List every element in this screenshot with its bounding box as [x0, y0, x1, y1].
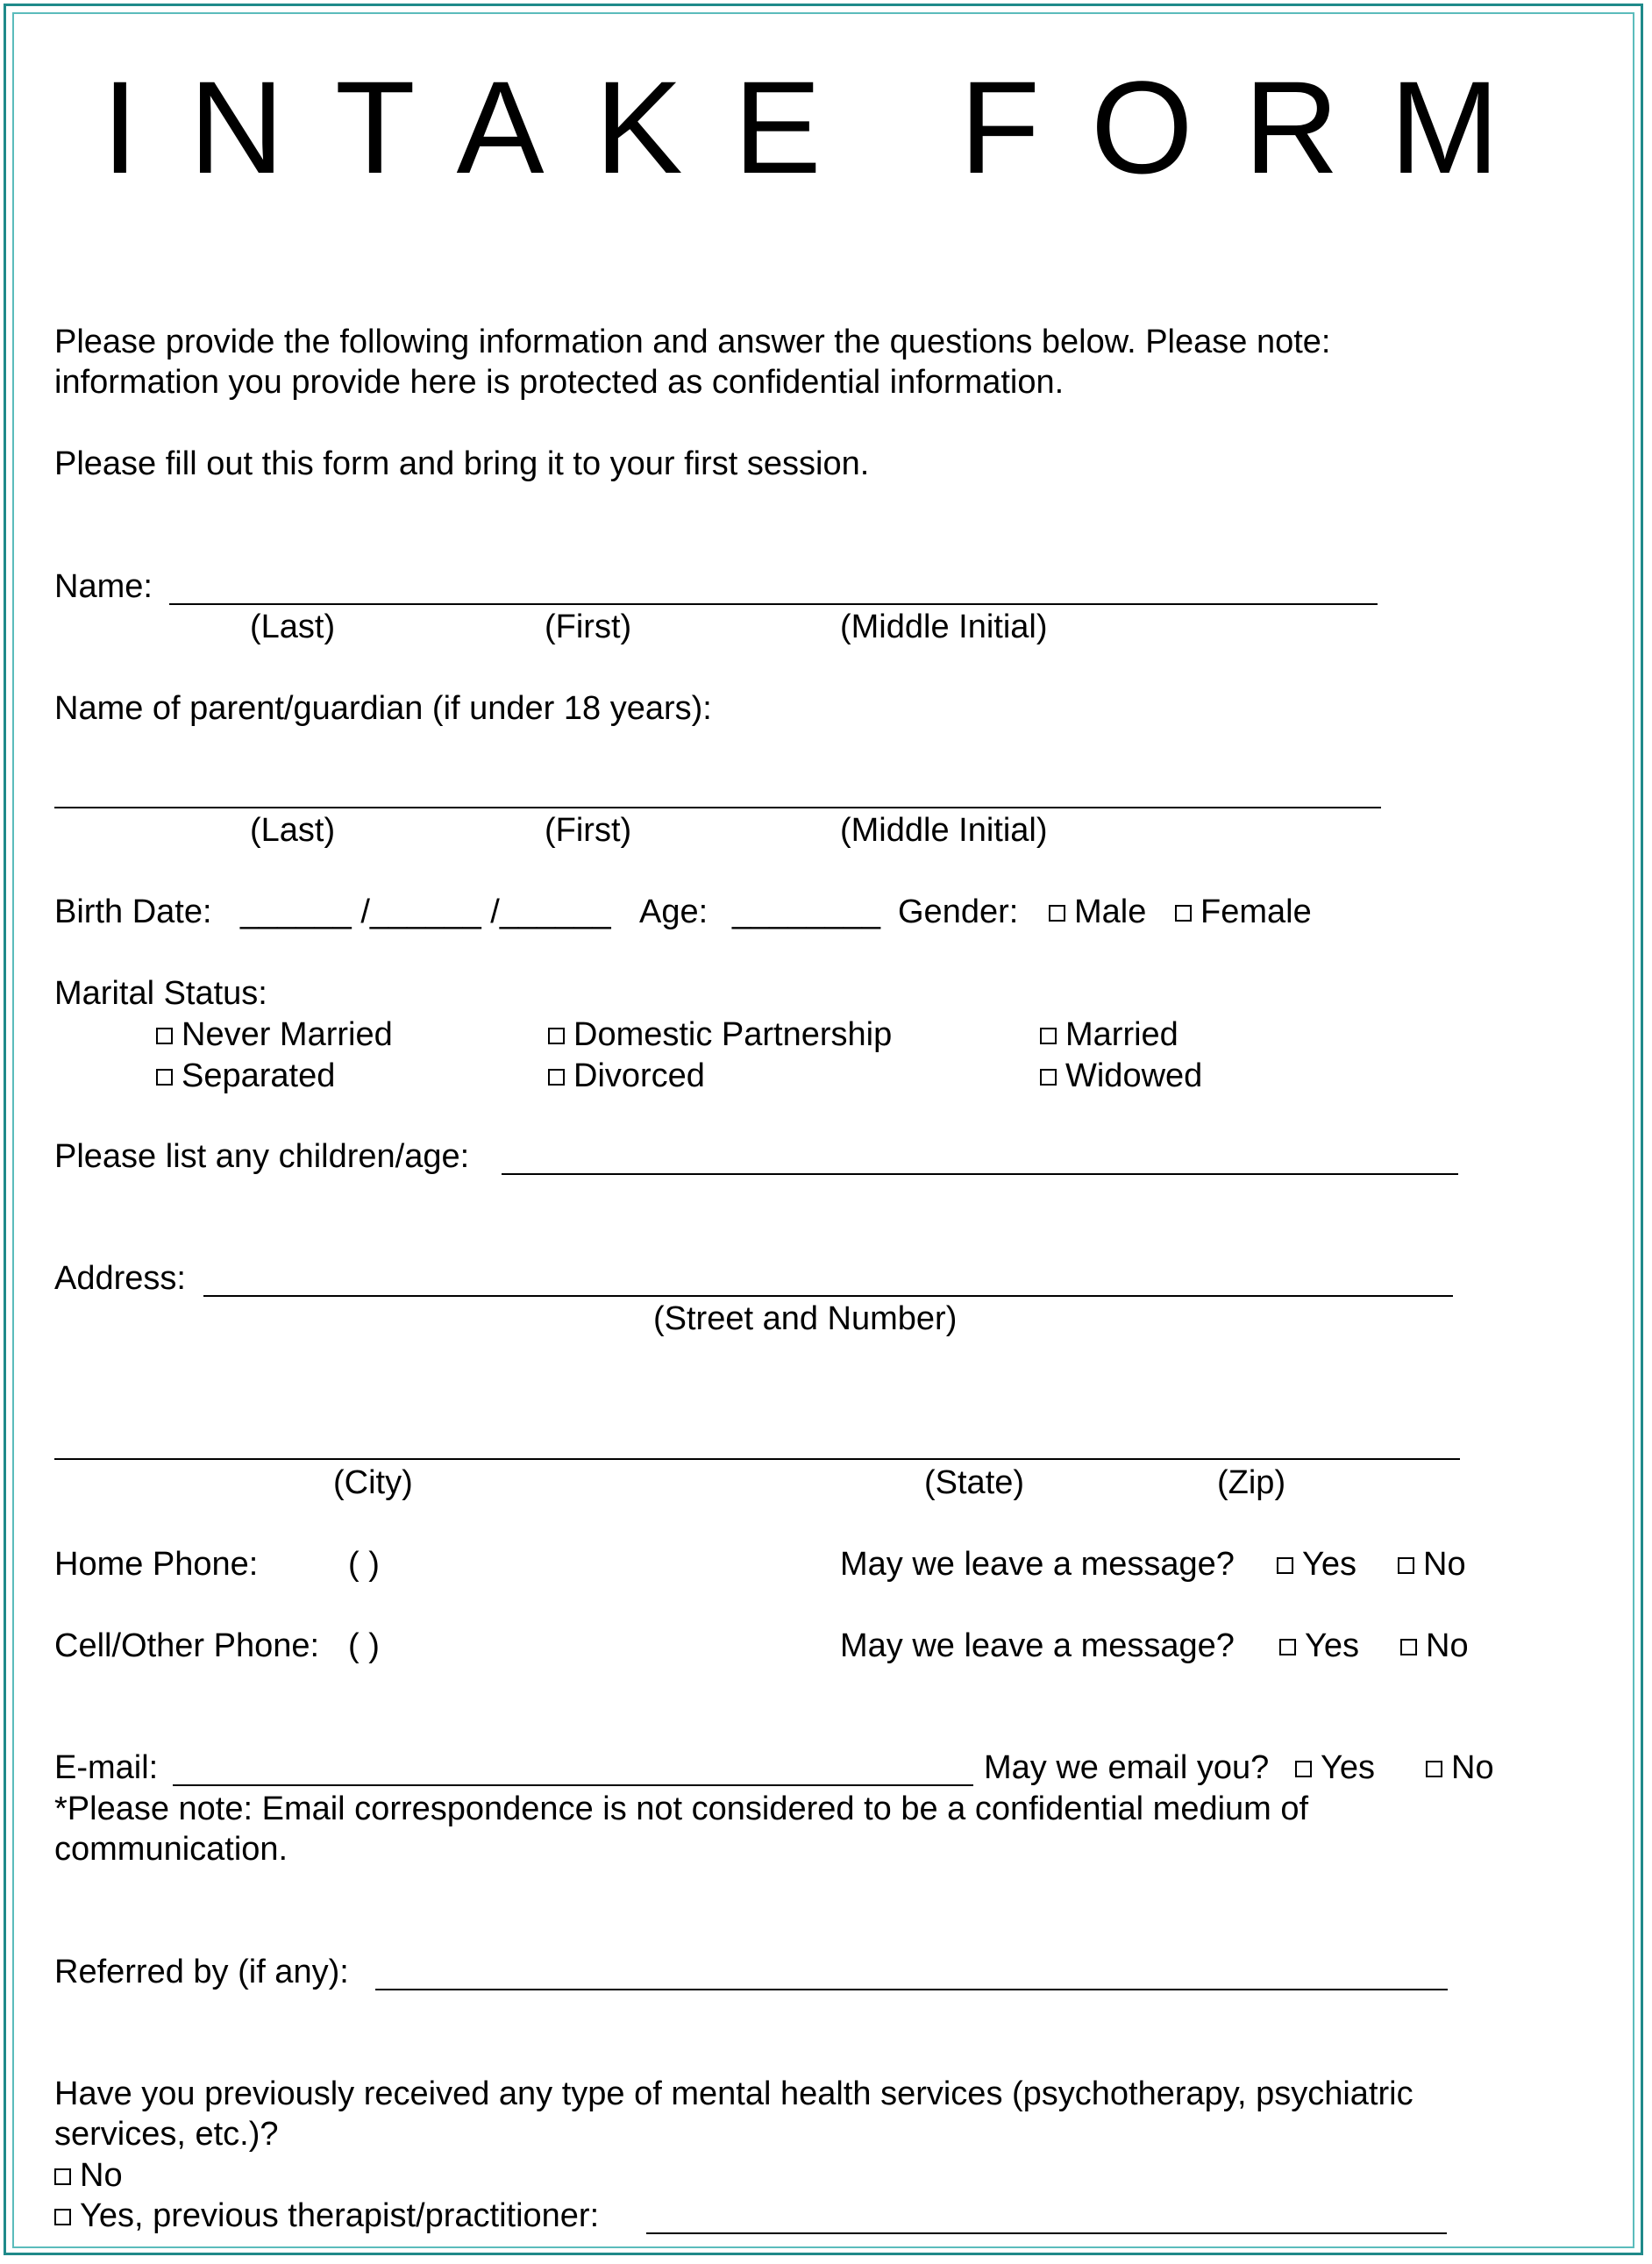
option-label: Married	[1065, 1016, 1178, 1053]
no-label: No	[1423, 1546, 1466, 1583]
previous-therapist-field[interactable]	[646, 2232, 1447, 2234]
home-phone-label: Home Phone:	[54, 1546, 259, 1583]
checkbox[interactable]	[1175, 905, 1192, 922]
birth-date-label: Birth Date:	[54, 893, 212, 930]
option-label: Divorced	[573, 1057, 705, 1094]
email-yes-option[interactable]	[1295, 1748, 1375, 1788]
option-label: Widowed	[1065, 1057, 1203, 1094]
marital-option-domestic-partnership[interactable]	[548, 1015, 892, 1055]
yes-label: Yes	[1305, 1627, 1359, 1664]
guardian-field[interactable]	[54, 807, 1381, 808]
children-label: Please list any children/age:	[54, 1138, 470, 1175]
address-label: Address:	[54, 1260, 186, 1297]
no-label: No	[1426, 1627, 1469, 1664]
intro-line-2: information you provide here is protected as confidential information.	[54, 364, 1065, 401]
gender-male-option[interactable]	[1049, 892, 1146, 932]
age-field[interactable]: ________	[732, 893, 881, 930]
marital-option-separated[interactable]	[156, 1056, 335, 1096]
gender-female-label: Female	[1200, 893, 1312, 930]
checkbox[interactable]	[548, 1028, 565, 1044]
cell-phone-field[interactable]: ( )	[348, 1627, 380, 1664]
email-note-line-1: *Please note: Email correspondence is not considered to be a confidential medium of	[54, 1791, 1309, 1827]
city-caption: (City)	[333, 1464, 413, 1501]
guardian-last-caption: (Last)	[250, 812, 336, 849]
home-phone-field[interactable]: ( )	[348, 1546, 380, 1583]
checkbox[interactable]	[1040, 1028, 1057, 1044]
option-label: Separated	[182, 1057, 336, 1094]
email-no-option[interactable]	[1426, 1748, 1494, 1788]
state-caption: (State)	[924, 1464, 1025, 1501]
zip-caption: (Zip)	[1217, 1464, 1286, 1501]
form-title: INTAKE FORM	[102, 53, 1550, 201]
email-question: May we email you?	[984, 1749, 1270, 1786]
email-note-line-2: communication.	[54, 1831, 288, 1868]
birth-date-field[interactable]: ______ /______ /______	[240, 893, 611, 930]
mental-health-yes-option[interactable]	[54, 2196, 599, 2236]
guardian-label: Name of parent/guardian (if under 18 years):	[54, 690, 712, 727]
cell-phone-label: Cell/Other Phone:	[54, 1627, 320, 1664]
email-field[interactable]	[173, 1784, 973, 1786]
checkbox[interactable]	[156, 1069, 173, 1086]
cell-message-yes-option[interactable]	[1279, 1626, 1359, 1666]
name-middle-caption: (Middle Initial)	[840, 609, 1048, 645]
guardian-middle-caption: (Middle Initial)	[840, 812, 1048, 849]
checkbox[interactable]	[1279, 1639, 1296, 1655]
yes-label: Yes, previous therapist/practitioner:	[80, 2197, 600, 2234]
address-street-field[interactable]	[203, 1295, 1453, 1297]
no-label: No	[1451, 1749, 1494, 1786]
option-label: Domestic Partnership	[573, 1016, 893, 1053]
no-label: No	[80, 2157, 123, 2194]
intro-line-1: Please provide the following information and answer the questions below. Please note:	[54, 324, 1331, 360]
street-caption: (Street and Number)	[653, 1300, 958, 1337]
referred-label: Referred by (if any):	[54, 1954, 349, 1990]
referred-field[interactable]	[375, 1989, 1448, 1990]
gender-female-option[interactable]	[1175, 892, 1312, 932]
name-last-caption: (Last)	[250, 609, 336, 645]
address-city-state-zip-field[interactable]	[54, 1458, 1460, 1460]
gender-label: Gender:	[898, 893, 1019, 930]
checkbox[interactable]	[548, 1069, 565, 1086]
checkbox[interactable]	[1277, 1557, 1293, 1574]
children-field[interactable]	[502, 1173, 1458, 1175]
checkbox[interactable]	[1400, 1639, 1417, 1655]
intro-line-3: Please fill out this form and bring it to your first session.	[54, 445, 870, 482]
email-label: E-mail:	[54, 1749, 159, 1786]
home-phone-message-question: May we leave a message?	[840, 1546, 1235, 1583]
yes-label: Yes	[1321, 1749, 1375, 1786]
yes-label: Yes	[1302, 1546, 1356, 1583]
age-label: Age:	[639, 893, 709, 930]
marital-option-widowed[interactable]	[1040, 1056, 1202, 1096]
checkbox[interactable]	[54, 2168, 71, 2185]
home-message-no-option[interactable]	[1398, 1544, 1466, 1584]
cell-message-no-option[interactable]	[1400, 1626, 1469, 1666]
home-message-yes-option[interactable]	[1277, 1544, 1356, 1584]
name-label: Name:	[54, 568, 153, 605]
marital-option-married[interactable]	[1040, 1015, 1178, 1055]
checkbox[interactable]	[1049, 905, 1065, 922]
mental-health-no-option[interactable]	[54, 2155, 123, 2196]
mental-health-question-line-2: services, etc.)?	[54, 2116, 279, 2153]
name-first-caption: (First)	[545, 609, 632, 645]
marital-option-divorced[interactable]	[548, 1056, 705, 1096]
checkbox[interactable]	[1398, 1557, 1414, 1574]
gender-male-label: Male	[1074, 893, 1147, 930]
name-field[interactable]	[169, 603, 1378, 605]
checkbox[interactable]	[54, 2209, 71, 2225]
cell-phone-message-question: May we leave a message?	[840, 1627, 1235, 1664]
marital-status-label: Marital Status:	[54, 975, 267, 1012]
option-label: Never Married	[182, 1016, 393, 1053]
checkbox[interactable]	[1040, 1069, 1057, 1086]
checkbox[interactable]	[1295, 1761, 1312, 1777]
checkbox[interactable]	[156, 1028, 173, 1044]
checkbox[interactable]	[1426, 1761, 1442, 1777]
guardian-first-caption: (First)	[545, 812, 632, 849]
mental-health-question-line-1: Have you previously received any type of mental health services (psychotherapy, psychiatric	[54, 2075, 1413, 2112]
marital-option-never-married[interactable]	[156, 1015, 393, 1055]
